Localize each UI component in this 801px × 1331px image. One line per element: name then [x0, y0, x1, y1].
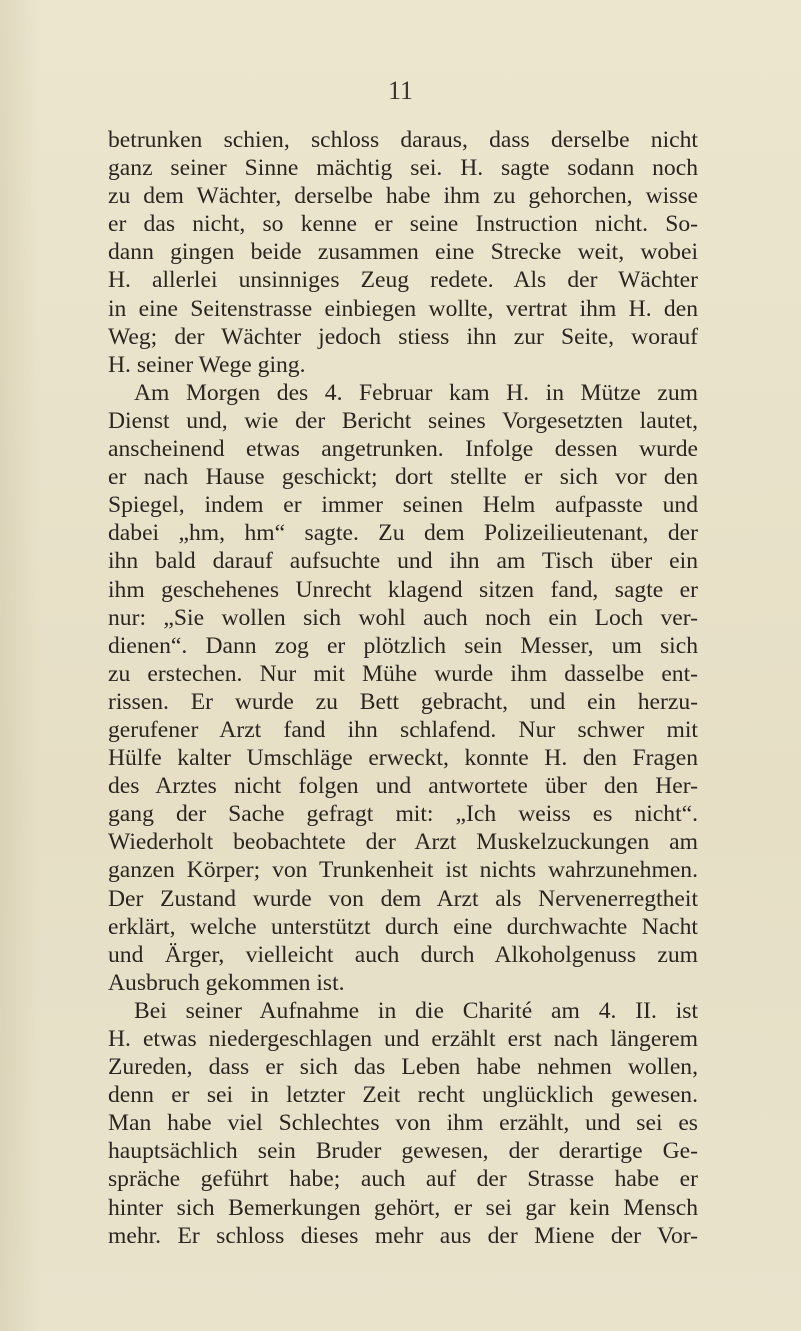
text-line: nur: „Sie wollen sich wohl auch noch ein Loch ver-: [108, 604, 698, 631]
text-line: er das nicht, so kenne er seine Instruction nicht. So-: [108, 211, 698, 238]
text-line: ihn bald darauf aufsuchte und ihn am Tisch über ein: [108, 548, 698, 575]
text-line: Der Zustand wurde von dem Arzt als Nervenerregtheit: [108, 885, 698, 912]
text-line: Zureden, dass er sich das Leben habe nehmen wollen,: [108, 1054, 698, 1081]
text-line: H. etwas niedergeschlagen und erzählt erst nach längerem: [108, 1026, 698, 1052]
text-line: Dienst und, wie der Bericht seines Vorgesetzten lautet,: [108, 407, 698, 434]
text-line: Hülfe kalter Umschläge erweckt, konnte H. den Fragen: [108, 745, 698, 772]
text-line: Man habe viel Schlechtes von ihm erzählt, und sei es: [108, 1110, 698, 1137]
text-line: und Ärger, vielleicht auch durch Alkoholgenuss zum: [108, 941, 698, 968]
text-line: dienen“. Dann zog er plötzlich sein Messer, um sich: [108, 632, 698, 659]
text-line: zu erstechen. Nur mit Mühe wurde ihm dasselbe ent-: [108, 660, 698, 687]
text-line: dabei „hm, hm“ sagte. Zu dem Polizeilieutenant, der: [108, 520, 698, 547]
text-line: spräche geführt habe; auch auf der Strasse habe er: [108, 1166, 698, 1193]
text-line: in eine Seitenstrasse einbiegen wollte, vertrat ihm H. den: [108, 295, 698, 322]
text-line: Bei seiner Aufnahme in die Charité am 4. II. ist: [134, 997, 698, 1024]
text-line: des Arztes nicht folgen und antwortete über den Her-: [108, 773, 698, 800]
text-line: Wiederholt beobachtete der Arzt Muskelzuckungen am: [108, 829, 698, 856]
text-line: H. seiner Wege ging.: [108, 351, 306, 378]
text-line: Am Morgen des 4. Februar kam H. in Mütze zum: [134, 379, 698, 406]
text-line: denn er sei in letzter Zeit recht unglücklich gewesen.: [108, 1082, 698, 1109]
text-line: Weg; der Wächter jedoch stiess ihn zur Seite, worauf: [108, 323, 698, 350]
text-line: mehr. Er schloss dieses mehr aus der Miene der Vor-: [108, 1222, 698, 1249]
text-line: erklärt, welche unterstützt durch eine durchwachte Nacht: [108, 913, 698, 940]
text-line: gang der Sache gefragt mit: „Ich weiss es nicht“.: [108, 801, 698, 828]
text-line: hinter sich Bemerkungen gehört, er sei gar kein Mensch: [108, 1194, 698, 1221]
text-line: rissen. Er wurde zu Bett gebracht, und ein herzu-: [108, 688, 698, 715]
text-line: er nach Hause geschickt; dort stellte er sich vor den: [108, 464, 698, 491]
text-line: hauptsächlich sein Bruder gewesen, der derartige Ge-: [108, 1138, 698, 1165]
text-line: ihm geschehenes Unrecht klagend sitzen fand, sagte er: [108, 576, 698, 603]
text-line: anscheinend etwas angetrunken. Infolge dessen wurde: [108, 436, 698, 463]
text-line: zu dem Wächter, derselbe habe ihm zu gehorchen, wisse: [108, 183, 698, 210]
text-line: dann gingen beide zusammen eine Strecke weit, wobei: [108, 239, 698, 266]
text-line: H. allerlei unsinniges Zeug redete. Als der Wächter: [108, 267, 698, 294]
text-line: Spiegel, indem er immer seinen Helm aufpasste und: [108, 492, 698, 519]
body-text: [108, 126, 698, 1250]
text-line: betrunken schien, schloss daraus, dass derselbe nicht: [108, 127, 698, 153]
text-line: Ausbruch gekommen ist.: [108, 969, 345, 996]
page-number: 11: [387, 76, 414, 105]
text-line: ganz seiner Sinne mächtig sei. H. sagte sodann noch: [108, 155, 698, 182]
text-line: ganzen Körper; von Trunkenheit ist nichts wahrzunehmen.: [108, 857, 698, 884]
text-line: gerufener Arzt fand ihn schlafend. Nur schwer mit: [108, 716, 698, 743]
